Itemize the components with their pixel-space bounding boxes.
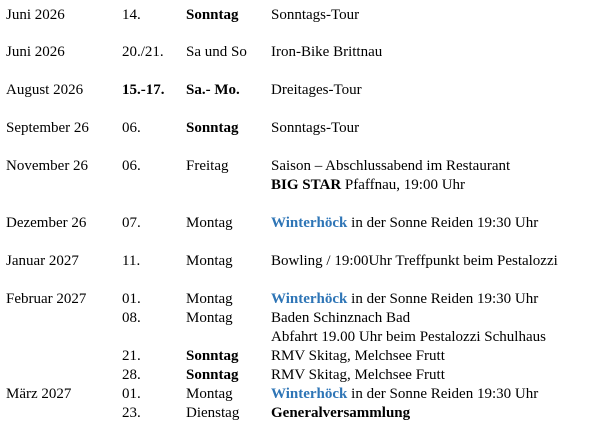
event-row xyxy=(0,6,600,24)
event-row xyxy=(0,385,600,403)
event-weekday: Sonntag xyxy=(186,120,239,136)
event-month: Juni 2026 xyxy=(6,44,65,60)
event-description: Sonntags-Tour xyxy=(271,120,360,136)
event-weekday: Montag xyxy=(186,291,233,307)
event-row xyxy=(0,366,600,384)
event-highlight: Winterhöck xyxy=(271,215,348,231)
event-row xyxy=(0,290,600,308)
event-description: Generalversammlung xyxy=(271,405,411,421)
event-weekday: Montag xyxy=(186,386,233,402)
event-highlight: Winterhöck xyxy=(271,291,348,307)
event-description-line2 xyxy=(271,176,465,194)
event-month: Januar 2027 xyxy=(6,253,79,269)
event-day: 20./21. xyxy=(122,44,164,60)
event-description-rest: in der Sonne Reiden 19:30 Uhr xyxy=(347,291,539,307)
event-weekday: Montag xyxy=(186,310,233,326)
event-day: 11. xyxy=(122,253,141,269)
event-weekday: Freitag xyxy=(186,158,229,174)
event-weekday: Sa und So xyxy=(186,44,247,60)
event-description: RMV Skitag, Melchsee Frutt xyxy=(271,367,445,383)
event-month: Februar 2027 xyxy=(6,291,87,307)
event-row xyxy=(0,404,600,422)
event-day: 06. xyxy=(122,120,141,136)
event-day: 08. xyxy=(122,310,141,326)
event-month: August 2026 xyxy=(6,82,84,98)
event-weekday: Sonntag xyxy=(186,367,239,383)
event-month: September 26 xyxy=(6,120,89,136)
event-row xyxy=(0,81,600,99)
event-row xyxy=(0,157,600,175)
event-description: Dreitages-Tour xyxy=(271,82,362,98)
event-row xyxy=(0,252,600,270)
event-description: Baden Schinznach Bad xyxy=(271,310,411,326)
event-description-rest: in der Sonne Reiden 19:30 Uhr xyxy=(347,215,539,231)
event-day: 15.-17. xyxy=(122,82,165,98)
event-description: Sonntags-Tour xyxy=(271,7,360,23)
event-weekday: Montag xyxy=(186,215,233,231)
event-row xyxy=(0,43,600,61)
event-weekday: Sa.- Mo. xyxy=(186,82,240,98)
event-description-line2: Abfahrt 19.00 Uhr beim Pestalozzi Schulhaus xyxy=(271,329,546,345)
venue-name: BIG STAR xyxy=(271,177,342,193)
event-row-continuation xyxy=(0,176,600,194)
event-row xyxy=(0,309,600,327)
event-month: Dezember 26 xyxy=(6,215,87,231)
event-row xyxy=(0,214,600,232)
event-row-continuation xyxy=(0,328,600,346)
event-day: 23. xyxy=(122,405,141,421)
event-day: 01. xyxy=(122,386,141,402)
event-day: 07. xyxy=(122,215,141,231)
event-highlight: Winterhöck xyxy=(271,386,348,402)
event-description xyxy=(271,290,538,308)
event-month: Juni 2026 xyxy=(6,7,65,23)
event-description-rest: in der Sonne Reiden 19:30 Uhr xyxy=(347,386,539,402)
event-description xyxy=(271,214,538,232)
event-description: Saison – Abschlussabend im Restaurant xyxy=(271,158,511,174)
event-description xyxy=(271,385,538,403)
event-weekday: Dienstag xyxy=(186,405,240,421)
event-weekday: Sonntag xyxy=(186,348,239,364)
event-description: Bowling / 19:00Uhr Treffpunkt beim Pestalozzi xyxy=(271,253,558,269)
venue-details: Pfaffnau, 19:00 Uhr xyxy=(341,177,466,193)
event-weekday: Montag xyxy=(186,253,233,269)
event-weekday: Sonntag xyxy=(186,7,239,23)
event-month: März 2027 xyxy=(6,386,72,402)
event-day: 21. xyxy=(122,348,141,364)
event-month: November 26 xyxy=(6,158,89,174)
event-row xyxy=(0,347,600,365)
event-day: 06. xyxy=(122,158,141,174)
event-day: 01. xyxy=(122,291,141,307)
event-description: RMV Skitag, Melchsee Frutt xyxy=(271,348,445,364)
event-day: 14. xyxy=(122,7,141,23)
event-description: Iron-Bike Brittnau xyxy=(271,44,383,60)
event-day: 28. xyxy=(122,367,141,383)
event-row xyxy=(0,119,600,137)
